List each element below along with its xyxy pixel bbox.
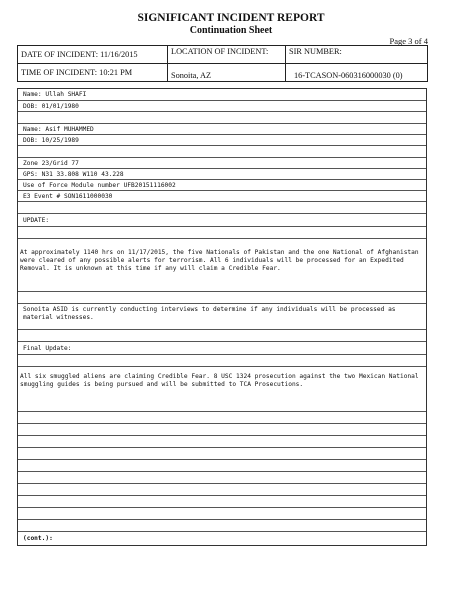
location-value: Sonoita, AZ	[168, 64, 286, 82]
report-title: SIGNIFICANT INCIDENT REPORT	[137, 12, 325, 24]
page-number: Page 3 of 4	[389, 36, 428, 46]
blank-row	[18, 145, 426, 157]
e3-event-number: E3 Event # SON1611000030	[18, 190, 426, 201]
blank-row	[18, 226, 426, 238]
subject1-dob: DOB: 01/01/1980	[18, 100, 426, 111]
blank-row	[18, 471, 426, 483]
sir-number-value: 16-TCASON-060316000030 (0)	[286, 64, 428, 82]
time-of-incident: TIME OF INCIDENT: 10:21 PM	[18, 64, 168, 82]
blank-row	[18, 354, 426, 366]
blank-row	[18, 483, 426, 495]
blank-row	[18, 459, 426, 471]
final-update-label: Final Update:	[18, 341, 426, 354]
blank-row	[18, 495, 426, 507]
update-label: UPDATE:	[18, 213, 426, 226]
location-label: LOCATION OF INCIDENT:	[168, 46, 286, 64]
incident-header-table	[17, 45, 428, 82]
zone-grid: Zone 23/Grid 77	[18, 157, 426, 168]
blank-row	[18, 329, 426, 341]
continuation-body	[17, 88, 427, 546]
blank-row	[18, 111, 426, 123]
continued-label: (cont.):	[18, 531, 426, 545]
blank-row	[18, 291, 426, 303]
blank-row	[18, 201, 426, 213]
blank-row	[18, 447, 426, 459]
report-subtitle: Continuation Sheet	[189, 25, 273, 36]
subject2-dob: DOB: 10/25/1989	[18, 134, 426, 145]
blank-row	[18, 507, 426, 519]
update-paragraph-1: At approximately 1140 hrs on 11/17/2015, the five Nationals of Pakistan and the one National of Afghanistan were cleared of any possible alerts for terrorism. All 6 individuals will be processed for an Expedited Removal. It is unknown at this time if any will claim a Credible Fear.	[18, 238, 426, 291]
blank-row	[18, 519, 426, 531]
blank-row	[18, 423, 426, 435]
gps-coordinates: GPS: N31 33.808 W110 43.228	[18, 168, 426, 179]
use-of-force-module: Use of Force Module number UFB20151116002	[18, 179, 426, 190]
subject2-name: Name: Asif MUHAMMED	[18, 123, 426, 134]
sir-number-label: SIR NUMBER:	[286, 46, 428, 64]
blank-row	[18, 435, 426, 447]
blank-row	[18, 411, 426, 423]
final-update-paragraph: All six smuggled aliens are claiming Credible Fear. 8 USC 1324 prosecution against the two Mexican National smuggling guides is being pursued and will be submitted to TCA Prosecutions.	[18, 366, 426, 411]
date-of-incident: DATE OF INCIDENT: 11/16/2015	[18, 46, 168, 64]
subject1-name: Name: Ullah SHAFI	[23, 91, 87, 98]
update-paragraph-2: Sonoita ASID is currently conducting interviews to determine if any individuals will be processed as material witnesses.	[18, 303, 426, 329]
